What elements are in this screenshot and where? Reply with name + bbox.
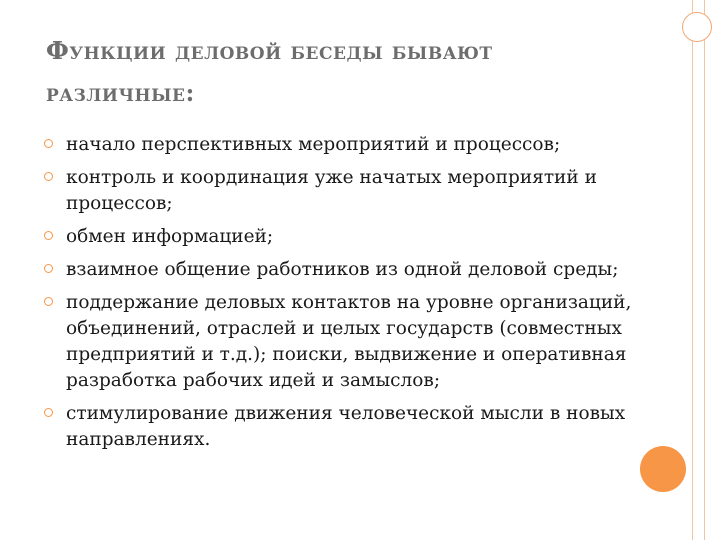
circle-bullet-icon xyxy=(44,231,53,240)
decorative-circle-filled-icon xyxy=(640,446,686,492)
list-item xyxy=(44,165,634,217)
circle-bullet-icon xyxy=(44,297,53,306)
list-item-text: стимулирование движения человеческой мысли в новых направлениях. xyxy=(66,403,626,450)
list-item xyxy=(44,257,634,283)
decorative-circle-outline-icon xyxy=(682,12,712,42)
circle-bullet-icon xyxy=(44,408,53,417)
list-item-text: обмен информацией; xyxy=(66,226,274,247)
slide-title: Функции деловой беседы бывают различные: xyxy=(46,36,493,107)
list-item-text: взаимное общение работников из одной деловой среды; xyxy=(66,259,619,280)
bullet-list xyxy=(44,132,634,460)
list-item xyxy=(44,224,634,250)
circle-bullet-icon xyxy=(44,172,53,181)
circle-bullet-icon xyxy=(44,139,53,148)
list-item-text: контроль и координация уже начатых мероприятий и процессов; xyxy=(66,167,597,214)
circle-bullet-icon xyxy=(44,264,53,273)
list-item-text: поддержание деловых контактов на уровне организаций, объединений, отраслей и целых государств (совместных предприятий и т.д.); поиски, выдвижение и оперативная разработка рабочих идей и замыслов; xyxy=(66,292,632,391)
frame-line-left xyxy=(692,0,693,540)
frame-line-right xyxy=(704,0,705,540)
list-item xyxy=(44,132,634,158)
list-item xyxy=(44,401,634,453)
list-item xyxy=(44,290,634,394)
list-item-text: начало перспективных мероприятий и процессов; xyxy=(66,134,561,155)
